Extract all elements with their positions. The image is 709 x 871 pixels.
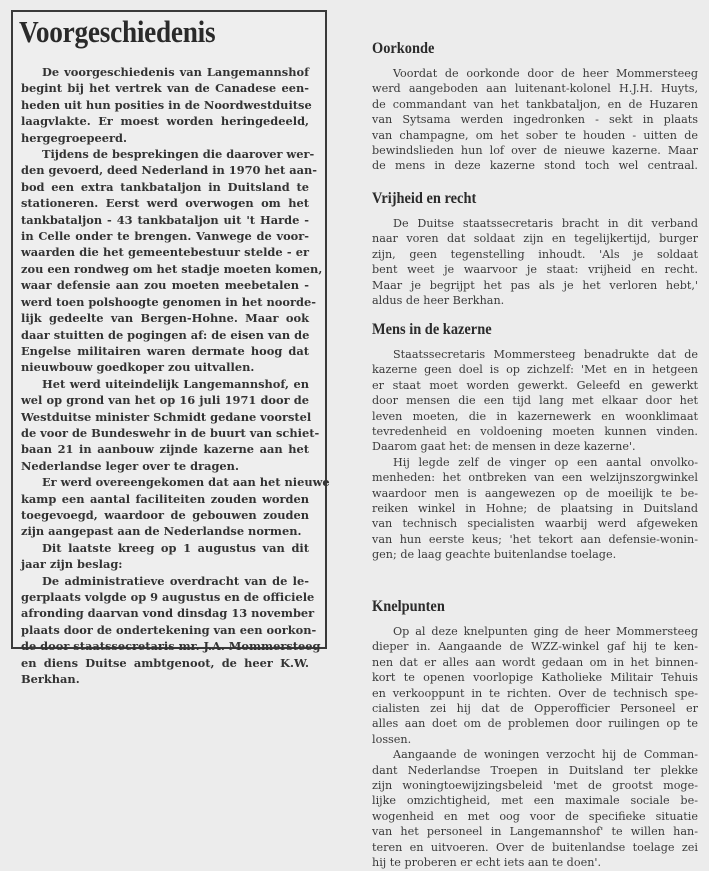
- text-line: leven moeten, die in kazernewerk en woonklimaat: [372, 409, 698, 423]
- section-title: Oorkonde: [372, 40, 435, 57]
- text-line: de door staatssecretaris mr. J.A. Mommersteeg: [21, 639, 321, 654]
- text-line: werd aangeboden aan luitenant-kolonel H.J.H. Huyts,: [372, 82, 698, 96]
- section-title: Vrijheid en recht: [372, 190, 477, 207]
- text-line: zijn woningtoewijzingsbeleid 'met de grootst moge-: [372, 779, 698, 793]
- text-line: waar defensie aan zou moeten meebetalen -: [21, 278, 309, 293]
- text-line: van Sytsama werden ingedronken - sekt in plaats: [372, 113, 698, 127]
- text-line: daar stuitten de pogingen af: de eisen van de: [21, 327, 310, 342]
- text-line: werd toen polshoogte genomen in het noorde-: [21, 294, 316, 309]
- text-line: heden uit hun posities in de Noordwestduitse: [21, 97, 312, 112]
- text-line: plaats door de ondertekening van een oorkon-: [21, 622, 317, 637]
- text-line: Westduitse minister Schmidt gedane voorstel: [21, 409, 312, 424]
- section-knelpunten: [372, 598, 698, 871]
- text-line: in Celle onder te brengen. Vanwege de voor-: [21, 229, 309, 244]
- text-line: reiken winkel in Hohne; de plaatsing in Duitsland: [372, 502, 698, 516]
- text-line: alles aan doet om de problemen door ruilingen op te: [372, 717, 698, 731]
- text-line: kort te openen voorlopige Katholieke Militair Tehuis: [372, 671, 698, 685]
- text-line: menheden: het ontbreken van een welzijnszorgwinkel: [372, 471, 698, 485]
- text-line: den gevoerd, deed Nederland in 1970 het aan-: [21, 163, 317, 178]
- text-line: zou een rondweg om het stadje moeten komen,: [21, 261, 323, 276]
- text-line: Er werd overeengekomen dat aan het nieuwe: [42, 475, 330, 490]
- text-line: Engelse militairen waren dermate hoog dat: [21, 343, 309, 358]
- text-line: hergegroepeerd.: [21, 130, 127, 145]
- section-vrijheid-en-recht: [372, 190, 698, 308]
- text-line: Het werd uiteindelijk Langemannshof, en: [42, 376, 309, 391]
- text-line: de commandant van het tankbataljon, en de Huzaren: [372, 97, 698, 111]
- section-body: [372, 216, 698, 308]
- text-line: waardoor men is aangewezen op de moeilijk te be-: [372, 486, 698, 500]
- text-line: Nederlandse leger over te dragen.: [21, 458, 239, 473]
- text-line: lossen.: [372, 732, 412, 746]
- text-line: van technisch specialisten waarbij werd afgeweken: [372, 517, 698, 531]
- history-body: [21, 64, 330, 687]
- text-line: de mens in deze kazerne stond toch wel centraal.: [372, 159, 698, 173]
- section-title: Mens in de kazerne: [372, 321, 492, 338]
- text-line: hij te proberen er echt iets aan te doen'.: [372, 856, 602, 870]
- text-line: tankbataljon - 43 tankbataljon uit 't Harde -: [21, 212, 309, 227]
- text-line: waarden die het gemeentebestuur stelde - er: [21, 245, 309, 260]
- text-line: naar voren dat soldaat zijn en tegelijkertijd, burger: [372, 232, 698, 246]
- text-line: Hij legde zelf de vinger op een aantal onvolko-: [393, 455, 698, 469]
- text-line: van het personeel in Langemannshof' te willen han-: [372, 825, 698, 839]
- text-line: de voor de Bundeswehr in de buurt van schiet-: [21, 425, 320, 440]
- text-line: afronding daarvan vond dinsdag 13 november: [21, 606, 315, 621]
- text-line: er staat moet worden gewerkt. Geleefd en gewerkt: [372, 378, 698, 392]
- text-line: Daarom gaat het: de mensen in deze kazerne'.: [372, 440, 636, 454]
- text-line: De Duitse staatssecretaris bracht in dit verband: [393, 217, 698, 230]
- text-line: en verkooppunt in te richten. Over de technisch spe-: [372, 686, 698, 700]
- section-body: [372, 347, 698, 563]
- text-line: stationeren. Eerst werd overwogen om het: [21, 196, 309, 211]
- section-title: Knelpunten: [372, 598, 445, 615]
- text-line: zijn aangepast aan de Nederlandse normen.: [21, 524, 302, 539]
- text-line: tevredenheid en voldoening moeten kunnen vinden.: [372, 425, 698, 439]
- text-line: De voorgeschiedenis van Langemannshof: [42, 65, 309, 79]
- text-line: wel op grond van het op 16 juli 1971 door de: [21, 393, 309, 408]
- text-line: van champagne, om het sober te houden - uitten de: [372, 128, 698, 142]
- text-line: nen dat er alles aan wordt gedaan om in het binnen-: [372, 655, 698, 669]
- text-line: Aangaande de woningen verzocht hij de Comman-: [393, 748, 698, 762]
- text-line: cialisten zei hij dat de Opperofficier Personeel er: [372, 702, 698, 716]
- text-line: Maar je begrijpt het pas als je het verloren hebt,': [372, 278, 698, 292]
- text-line: gen; de laag geachte buitenlandse toelage.: [372, 548, 617, 562]
- section-mens-in-de-kazerne: [372, 321, 698, 563]
- text-line: begint bij het vertrek van de Canadese een-: [21, 81, 309, 96]
- text-line: jaar zijn beslag:: [21, 557, 123, 572]
- text-line: aldus de heer Berkhan.: [372, 294, 505, 308]
- text-line: bent weet je waarvoor je staat: vrijheid en recht.: [372, 263, 698, 277]
- text-line: De administratieve overdracht van de le-: [42, 573, 309, 588]
- text-line: lijke omzichtigheid, met een maximale sociale be-: [372, 794, 698, 808]
- text-line: Tijdens de besprekingen die daarover wer-: [42, 147, 315, 162]
- text-line: kazerne geen doel is op zichzelf: 'Met en in hetgeen: [372, 363, 698, 377]
- section-body: [372, 66, 698, 174]
- history-title: Voorgeschiedenis: [19, 14, 216, 49]
- text-line: Voordat de oorkonde door de heer Mommersteeg: [393, 67, 698, 80]
- text-line: kamp een aantal faciliteiten zouden worden: [21, 491, 309, 506]
- text-line: Op al deze knelpunten ging de heer Mommersteeg: [393, 625, 698, 638]
- text-line: laagvlakte. Er moest worden heringedeeld,: [21, 114, 309, 129]
- text-line: gerplaats volgde op 9 augustus en de officiele: [21, 590, 315, 604]
- text-line: zijn, geen tegenstelling inhoudt. 'Als je soldaat: [372, 247, 698, 261]
- text-line: teren en uitvoeren. Over de buitenlandse toelage zei: [372, 840, 698, 854]
- section-oorkonde: [372, 40, 698, 174]
- text-line: bewindslieden hun lof over de nieuwe kazerne. Maar: [372, 144, 698, 158]
- text-line: door mensen die een tijd lang met elkaar door het: [372, 394, 698, 408]
- text-line: bod een extra tankbataljon in Duitsland te: [21, 179, 309, 194]
- text-line: lijk gedeelte van Bergen-Hohne. Maar ook: [21, 311, 309, 326]
- text-line: en diens Duitse ambtgenoot, de heer K.W.: [21, 655, 309, 670]
- text-line: nieuwbouw goedkoper zou uitvallen.: [21, 360, 255, 375]
- text-line: toegevoegd, waardoor de gebouwen zouden: [21, 507, 309, 522]
- text-line: baan 21 in aanbouw zijnde kazerne aan het: [21, 442, 309, 457]
- text-line: Staatssecretaris Mommersteeg benadrukte dat de: [393, 348, 698, 361]
- text-line: dant Nederlandse Troepen in Duitsland ter plekke: [372, 763, 698, 777]
- section-body: [372, 624, 698, 871]
- text-line: wogenheid en met oog voor de specifieke situatie: [372, 809, 698, 823]
- text-line: Dit laatste kreeg op 1 augustus van dit: [42, 540, 309, 555]
- text-line: dieper in. Aangaande de WZZ-winkel gaf hij te ken-: [372, 640, 698, 654]
- text-line: van hun eerste keus; 'het tekort aan defensie-wonin-: [372, 532, 698, 546]
- text-line: Berkhan.: [21, 672, 80, 687]
